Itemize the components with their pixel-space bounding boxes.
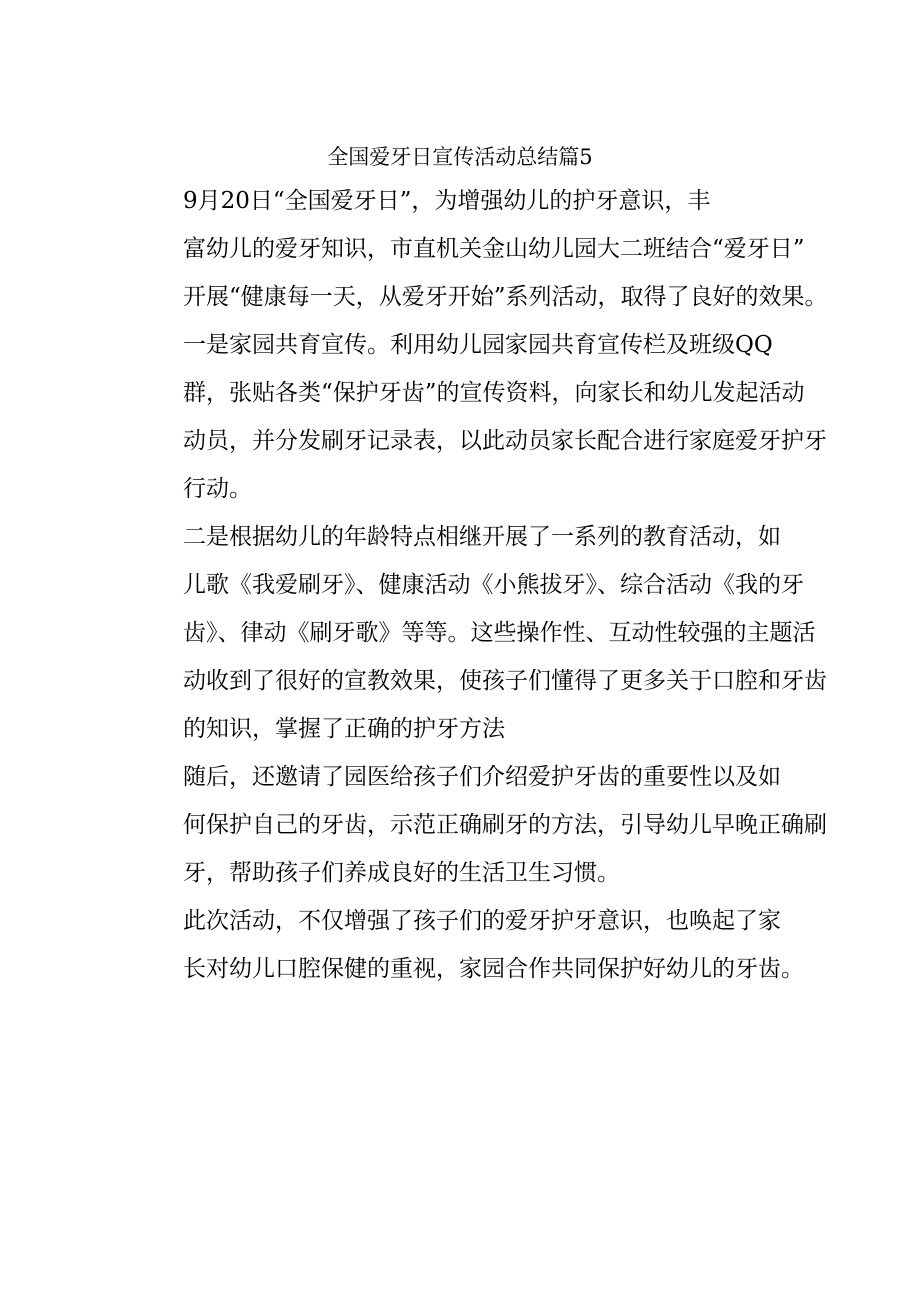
paragraph-line: 动收到了很好的宣教效果，使孩子们懂得了更多关于口腔和牙齿 [183, 668, 827, 694]
paragraph-line: 开展“健康每一天，从爱牙开始”系列活动，取得了良好的效果。 [183, 284, 828, 310]
paragraph-line: 行动。 [183, 476, 252, 502]
paragraph-line: 9月20日“全国爱牙日”，为增强幼儿的护牙意识，丰 [183, 188, 711, 214]
paragraph-line: 一是家园共育宣传。利用幼儿园家园共育宣传栏及班级QQ [183, 332, 773, 358]
paragraph-education-activities [137, 513, 827, 753]
paragraph-intro [137, 177, 828, 321]
paragraph-line: 动员，并分发刷牙记录表，以此动员家长配合进行家庭爱牙护牙 [183, 428, 827, 454]
paragraph-line: 齿》、律动《刷牙歌》等等。这些操作性、互动性较强的主题活 [183, 620, 816, 646]
paragraph-home-school [137, 321, 827, 513]
paragraph-line: 的知识，掌握了正确的护牙方法 [183, 716, 505, 742]
paragraph-conclusion [137, 897, 804, 993]
paragraph-line: 长对幼儿口腔保健的重视，家园合作共同保护好幼儿的牙齿。 [183, 956, 804, 982]
paragraph-line: 富幼儿的爱牙知识，市直机关金山幼儿园大二班结合“爱牙日” [183, 236, 805, 262]
page-title: 全国爱牙日宣传活动总结篇5 [327, 145, 593, 169]
paragraph-line: 群，张贴各类“保护牙齿”的宣传资料，向家长和幼儿发起活动 [183, 380, 805, 406]
paragraph-line: 何保护自己的牙齿，示范正确刷牙的方法，引导幼儿早晚正确刷 [183, 812, 827, 838]
paragraph-line: 随后，还邀请了园医给孩子们介绍爱护牙齿的重要性以及如 [183, 764, 781, 790]
paragraph-line: 牙，帮助孩子们养成良好的生活卫生习惯。 [183, 860, 620, 886]
paragraph-school-doctor [137, 753, 827, 897]
paragraph-line: 此次活动，不仅增强了孩子们的爱牙护牙意识，也唤起了家 [183, 908, 781, 934]
paragraph-line: 二是根据幼儿的年龄特点相继开展了一系列的教育活动，如 [183, 524, 781, 550]
paragraph-line: 儿歌《我爱刷牙》、健康活动《小熊拔牙》、综合活动《我的牙 [183, 572, 804, 598]
